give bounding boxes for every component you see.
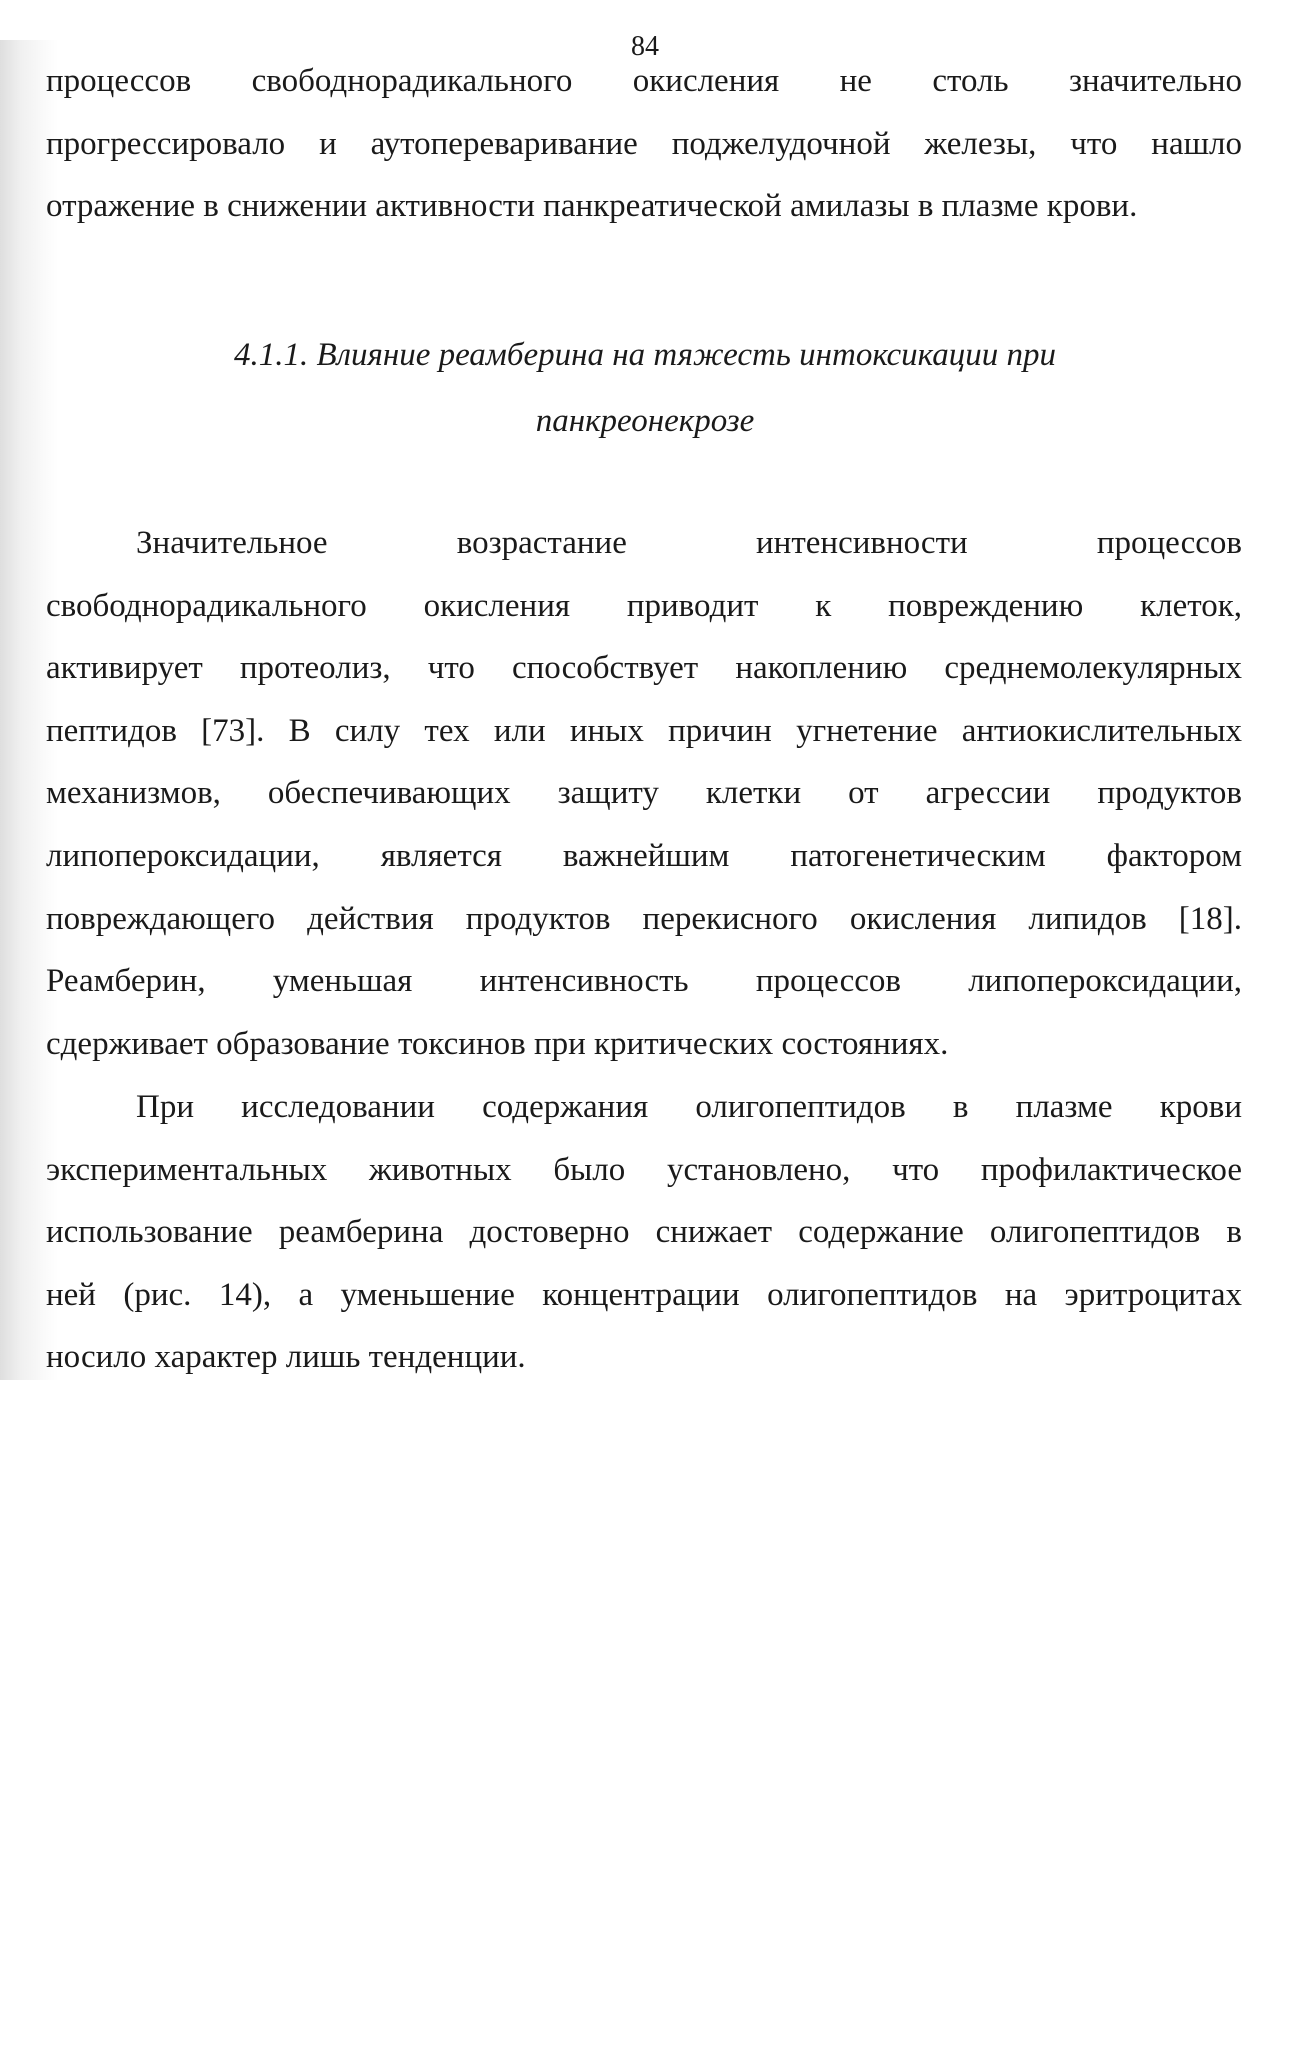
paragraph-2 — [46, 1076, 1242, 1389]
text-line: процессов свободнорадикального окисления не столь значительно — [46, 63, 1242, 99]
text-line: активирует протеолиз, что способствует накоплению среднемолекулярных — [46, 650, 1242, 687]
text-line: свободнорадикального окисления приводит к повреждению клеток, — [46, 587, 1242, 624]
text-line: прогрессировало и аутопереваривание поджелудочной железы, что нашло — [46, 125, 1242, 162]
intro-paragraph — [46, 50, 1242, 238]
text-line: липопероксидации, является важнейшим патогенетическим фактором — [46, 837, 1242, 874]
text-line: ней (рис. 14), а уменьшение концентрации олигопептидов на эритроцитах — [46, 1276, 1242, 1313]
text-line: использование реамберина достоверно снижает содержание олигопептидов в — [46, 1214, 1242, 1251]
section-heading-line-2: панкреонекрозе — [535, 403, 755, 439]
section-heading-line-1: 4.1.1. Влияние реамберина на тяжесть интоксикации при — [233, 337, 1057, 373]
text-line: Реамберин, уменьшая интенсивность процессов липопероксидации, — [46, 963, 1242, 1000]
text-line: отражение в снижении активности панкреатической амилазы в плазме крови. — [46, 188, 1138, 225]
text-line: механизмов, обеспечивающих защиту клетки от агрессии продуктов — [46, 775, 1242, 812]
page-number: 84 — [631, 31, 659, 62]
text-line: Значительное возрастание интенсивности процессов — [136, 525, 1242, 561]
paragraph-1 — [46, 512, 1242, 1075]
text-line: пептидов [73]. В силу тех или иных причин угнетение антиокислительных — [46, 712, 1242, 749]
text-line: При исследовании содержания олигопептидов в плазме крови — [136, 1089, 1242, 1125]
text-line: экспериментальных животных было установлено, что профилактическое — [46, 1151, 1242, 1188]
text-line: сдерживает образование токсинов при критических состояниях. — [46, 1025, 949, 1062]
text-line: носило характер лишь тенденции. — [46, 1339, 526, 1376]
text-line: повреждающего действия продуктов перекисного окисления липидов [18]. — [46, 900, 1242, 937]
